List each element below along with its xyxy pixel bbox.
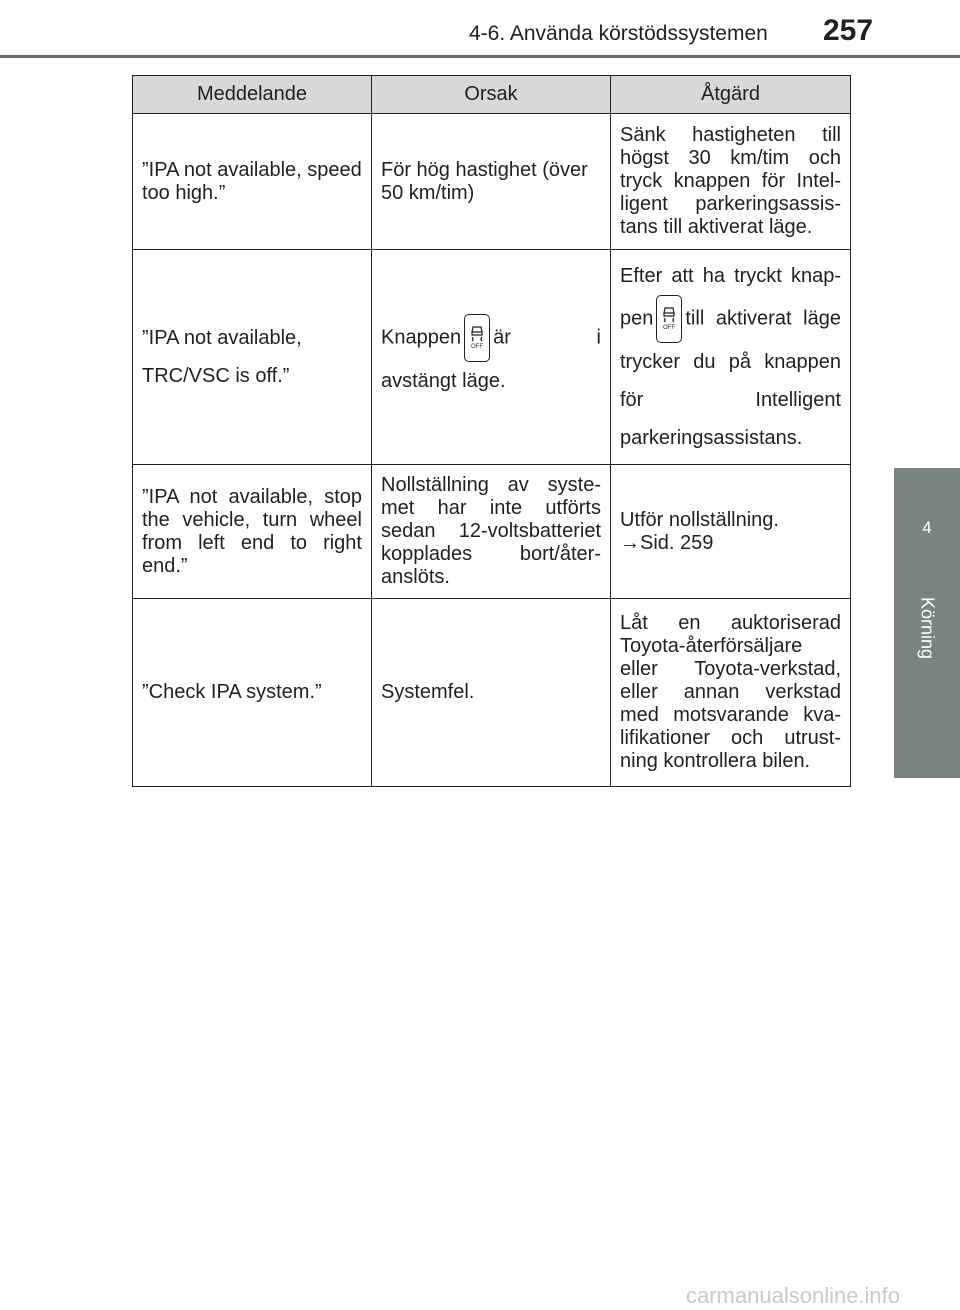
cause-cell (372, 250, 611, 465)
column-header-message: Meddelande (133, 76, 372, 114)
action-cell (611, 465, 851, 599)
watermark: carmanualsonline.info (686, 1283, 901, 1308)
action-line: eller Toyota-verkstad, eller annan verkstad med motsvarande kva-lifikationer och utrust-ning kontrollera bilen. (620, 658, 841, 772)
icon-off-label: OFF (663, 325, 676, 331)
table-row (133, 114, 851, 250)
icon-off-label: OFF (471, 344, 484, 350)
action-text-before: Efter att ha tryckt knap-pen (620, 265, 841, 330)
message-table (132, 75, 851, 787)
page-header (0, 0, 960, 62)
page-reference-link[interactable]: →Sid. 259 (620, 531, 714, 554)
action-cell: Sänk hastigheten till högst 30 km/tim och tryck knappen för Intel-ligent parkeringsassis-tans till aktiverat läge. (611, 114, 851, 250)
action-cell (611, 599, 851, 787)
cause-text-after: är i avstängt läge. (381, 326, 601, 392)
header-divider (0, 55, 960, 58)
action-cell (611, 250, 851, 465)
column-header-cause: Orsak (372, 76, 611, 114)
table-row (133, 465, 851, 599)
action-line: Utför nollställning. (620, 508, 779, 531)
cause-cell: Nollställning av syste-met har inte utförts sedan 12-voltsbatteriet kopplades bort/åter-anslöts. (372, 465, 611, 599)
message-cell: ”IPA not available, speed too high.” (133, 114, 372, 250)
chapter-number: 4 (922, 518, 932, 537)
section-title: 4-6. Använda körstödssystemen (469, 22, 768, 45)
column-header-action: Åtgärd (611, 76, 851, 114)
cause-text-before: Knappen (381, 326, 462, 349)
cause-cell: För hög hastighet (över 50 km/tim) (372, 114, 611, 250)
message-cell: ”IPA not available, stop the vehicle, turn wheel from left end to right end.” (133, 465, 372, 599)
cause-cell: Systemfel. (372, 599, 611, 787)
action-line: Låt en auktoriserad Toyota-återförsäljare (620, 612, 841, 657)
message-cell: ”Check IPA system.” (133, 599, 372, 787)
table-row (133, 250, 851, 465)
message-cell: ”IPA not available, TRC/VSC is off.” (133, 250, 372, 465)
vsc-off-icon (656, 295, 682, 343)
table-header-row (133, 76, 851, 114)
table-row (133, 599, 851, 787)
vsc-off-icon (464, 314, 490, 362)
chapter-label: Körning (917, 596, 938, 660)
chapter-tab (894, 468, 960, 778)
page-number: 257 (823, 14, 874, 47)
action-text-after: till aktiverat läge trycker du på knappen för Intelligent parkeringsassistans. (620, 307, 841, 449)
